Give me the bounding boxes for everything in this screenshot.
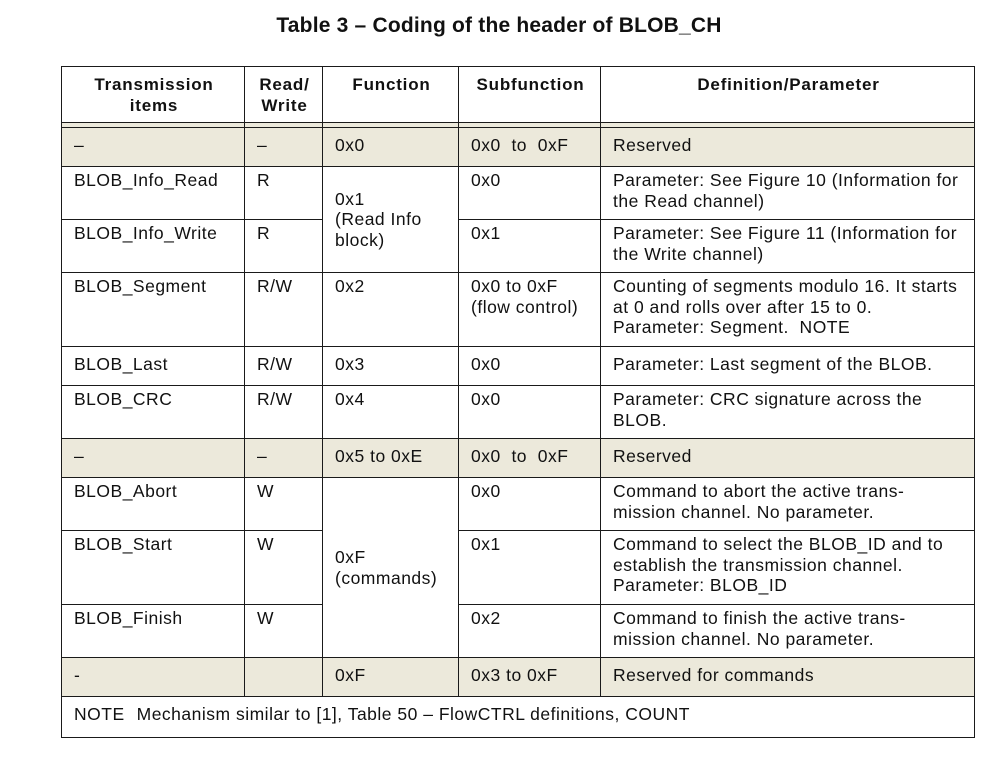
cell-subfunction: 0x0 to 0xF	[459, 439, 601, 478]
cell-function: 0xF	[323, 658, 459, 697]
cell-subfunction: 0x1	[459, 531, 601, 605]
cell-rw: R/W	[245, 386, 323, 439]
cell-function: 0x3	[323, 347, 459, 386]
cell-item: BLOB_Segment	[62, 273, 245, 347]
table-row	[62, 386, 975, 439]
cell-definition: Command to select the BLOB_ID and to establish the transmission channel. Parameter: BLOB_ID	[601, 531, 975, 605]
table-row	[62, 605, 975, 658]
cell-item: –	[62, 439, 245, 478]
cell-item: BLOB_Info_Read	[62, 167, 245, 220]
cell-subfunction: 0x0	[459, 347, 601, 386]
cell-rw: R	[245, 220, 323, 273]
cell-item: BLOB_Finish	[62, 605, 245, 658]
cell-function-merged: 0xF (commands)	[323, 478, 459, 658]
cell-definition: Command to finish the active trans-mission channel. No parameter.	[601, 605, 975, 658]
cell-rw: W	[245, 605, 323, 658]
cell-subfunction: 0x3 to 0xF	[459, 658, 601, 697]
cell-rw: R/W	[245, 273, 323, 347]
header-read-write: Read/ Write	[245, 67, 323, 123]
cell-item: -	[62, 658, 245, 697]
cell-subfunction: 0x2	[459, 605, 601, 658]
cell-definition: Reserved for commands	[601, 658, 975, 697]
cell-function-merged: 0x1 (Read Info block)	[323, 167, 459, 273]
cell-rw: –	[245, 439, 323, 478]
cell-subfunction: 0x0 to 0xF	[459, 128, 601, 167]
table-row	[62, 531, 975, 605]
table-caption: Table 3 – Coding of the header of BLOB_CH	[276, 14, 722, 37]
cell-definition: Parameter: CRC signature across the BLOB.	[601, 386, 975, 439]
cell-rw: R/W	[245, 347, 323, 386]
header-row	[62, 67, 975, 123]
cell-subfunction: 0x0 to 0xF (flow control)	[459, 273, 601, 347]
table-row	[62, 347, 975, 386]
table-row	[62, 273, 975, 347]
table-row	[62, 220, 975, 273]
cell-rw	[245, 658, 323, 697]
note-text: Mechanism similar to [1], Table 50 – FlowCTRL definitions, COUNT	[136, 704, 690, 724]
cell-function: 0x4	[323, 386, 459, 439]
blob-ch-header-table	[61, 66, 975, 738]
cell-definition: Parameter: Last segment of the BLOB.	[601, 347, 975, 386]
table-row	[62, 439, 975, 478]
header-definition: Definition/Parameter	[601, 67, 975, 123]
cell-definition: Reserved	[601, 128, 975, 167]
cell-definition: Command to abort the active trans-mission channel. No parameter.	[601, 478, 975, 531]
table-row	[62, 167, 975, 220]
header-transmission-items: Transmission items	[62, 67, 245, 123]
cell-item: –	[62, 128, 245, 167]
cell-definition: Parameter: See Figure 10 (Information for the Read channel)	[601, 167, 975, 220]
cell-definition: Counting of segments modulo 16. It starts at 0 and rolls over after 15 to 0. Parameter: Segment. NOTE	[601, 273, 975, 347]
cell-item: BLOB_Info_Write	[62, 220, 245, 273]
cell-subfunction: 0x0	[459, 386, 601, 439]
cell-definition: Reserved	[601, 439, 975, 478]
cell-item: BLOB_Start	[62, 531, 245, 605]
cell-definition: Parameter: See Figure 11 (Information for the Write channel)	[601, 220, 975, 273]
cell-rw: –	[245, 128, 323, 167]
header-function: Function	[323, 67, 459, 123]
cell-subfunction: 0x0	[459, 478, 601, 531]
table-row	[62, 478, 975, 531]
cell-rw: W	[245, 478, 323, 531]
cell-rw: W	[245, 531, 323, 605]
note-row	[62, 697, 975, 738]
cell-function: 0x5 to 0xE	[323, 439, 459, 478]
cell-subfunction: 0x1	[459, 220, 601, 273]
cell-function: 0x0	[323, 128, 459, 167]
cell-item: BLOB_CRC	[62, 386, 245, 439]
cell-item: BLOB_Abort	[62, 478, 245, 531]
cell-item: BLOB_Last	[62, 347, 245, 386]
note-cell	[62, 697, 975, 738]
note-label: NOTE	[74, 704, 125, 724]
table-row	[62, 128, 975, 167]
cell-subfunction: 0x0	[459, 167, 601, 220]
cell-function: 0x2	[323, 273, 459, 347]
header-subfunction: Subfunction	[459, 67, 601, 123]
table-row	[62, 658, 975, 697]
cell-rw: R	[245, 167, 323, 220]
